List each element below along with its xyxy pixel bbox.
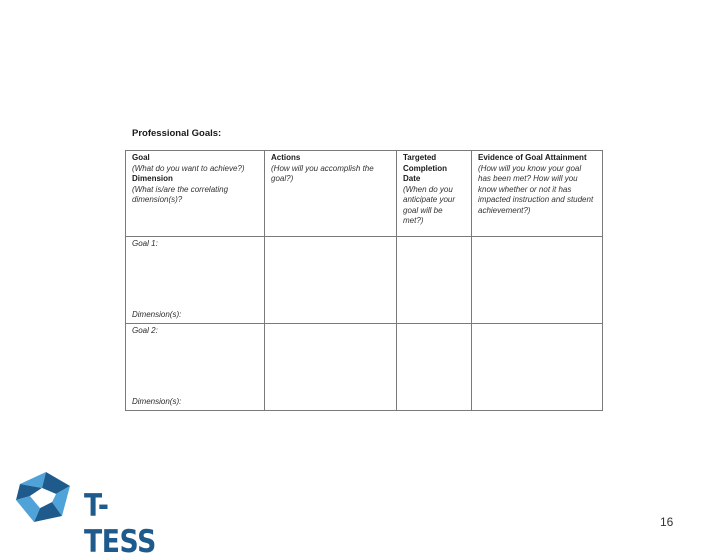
table-row-goal-2 [126, 324, 603, 411]
header-completion-date-title: Targeted Completion Date [403, 153, 447, 184]
table-row-goal-1 [126, 237, 603, 324]
professional-goals-table [125, 150, 603, 411]
header-goal [126, 151, 265, 237]
t-tess-logo [12, 466, 172, 560]
star-logo-icon [12, 466, 78, 528]
header-evidence-hint: (How will you know your goal has been met? How will you know whether or not it has impacted instruction and student achievement?) [478, 163, 594, 215]
goal-2-actions-cell[interactable] [265, 324, 397, 411]
goal-2-date-cell[interactable] [397, 324, 472, 411]
logo-text: T-TESS [84, 488, 156, 560]
goal-1-evidence-cell[interactable] [472, 237, 603, 324]
goal-2-label: Goal 2: [132, 326, 158, 335]
header-goal-hint: (What do you want to achieve?) [132, 163, 245, 173]
goal-1-dimension-label: Dimension(s): [132, 310, 182, 320]
header-dimension-hint: (What is/are the correlating dimension(s)? [132, 184, 229, 205]
header-completion-date [397, 151, 472, 237]
goal-1-actions-cell[interactable] [265, 237, 397, 324]
document-title: Professional Goals: [132, 128, 222, 139]
goal-2-dimension-label: Dimension(s): [132, 397, 182, 407]
goal-1-label: Goal 1: [132, 239, 158, 248]
header-goal-title: Goal [132, 153, 150, 162]
header-completion-date-hint: (When do you anticipate your goal will be met?) [403, 184, 456, 226]
header-actions-hint: (How will you accomplish the goal?) [271, 163, 374, 184]
goal-2-cell[interactable] [126, 324, 265, 411]
page-number: 16 [660, 515, 674, 529]
header-actions-title: Actions [271, 153, 301, 162]
goal-1-date-cell[interactable] [397, 237, 472, 324]
table-header-row [126, 151, 603, 237]
goal-1-cell[interactable] [126, 237, 265, 324]
header-dimension-title: Dimension [132, 174, 173, 184]
goal-2-evidence-cell[interactable] [472, 324, 603, 411]
header-evidence [472, 151, 603, 237]
header-evidence-title: Evidence of Goal Attainment [478, 153, 587, 162]
header-actions [265, 151, 397, 237]
